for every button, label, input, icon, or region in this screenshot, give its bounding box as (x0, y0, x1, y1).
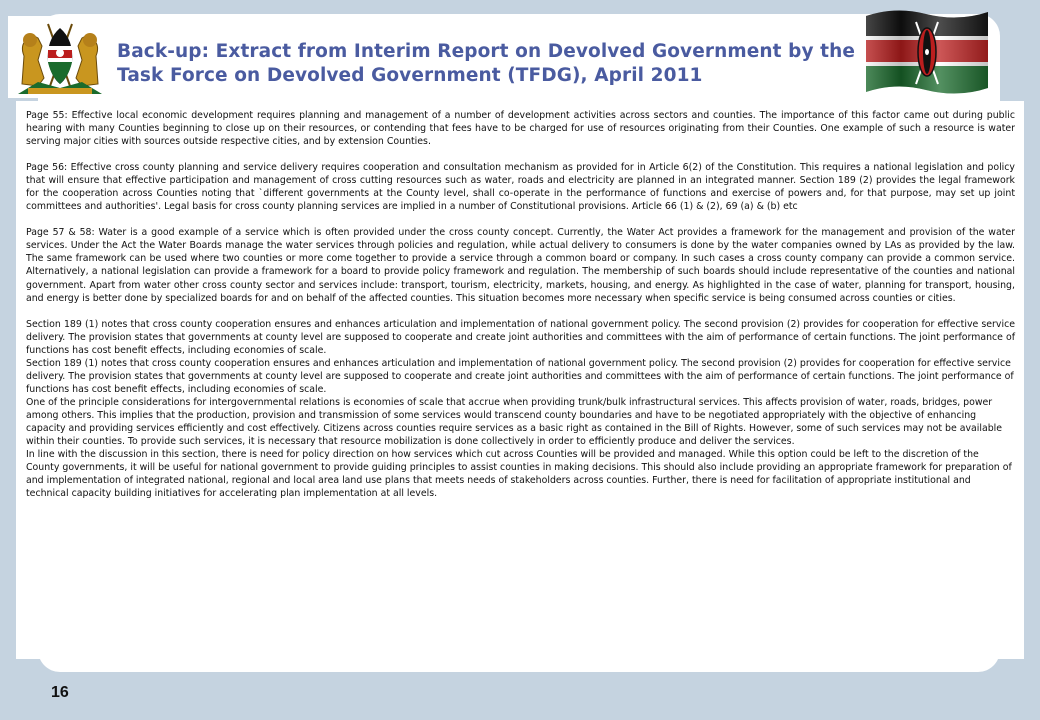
kenya-coat-of-arms-icon (8, 16, 112, 98)
page-title (117, 40, 857, 88)
slide-number: 16 (51, 684, 69, 701)
title-line-2: Task Force on Devolved Government (TFDG), April 2011 (117, 65, 703, 86)
paragraph-page-57-58: Page 57 & 58: Water is a good example of a service which is often provided under the cross county concept. Currently, the Water Act provides a framework for the management and provision of the water services. Under the Act the Water Boards manage the water services through policies and regulation, while actual delivery to consumers is done by the water companies owned by LAs as provided by the law. The same framework can be used where two counties or more come together to provide a service through a common board or company. In such cases a cross county company can provide a common service. Alternatively, a national legislation can provide a framework for a board to provide policy framework and regulation. The membership of such boards should include representative of the counties and national government. Apart from water other cross county sector and services include: transport, tourism, electricity, markets, housing, and energy. As highlighted in the case of water, planning for transport, housing, and energy is better done by specialized boards for and on behalf of the affected counties. This situation becomes more necessary when specific service is being consumed across counties or cities. (26, 227, 1015, 304)
report-extract-body (16, 101, 1024, 659)
paragraph-page-56: Page 56: Effective cross county planning and service delivery requires cooperation and consultation mechanism as provided for in Article 6(2) of the Constitution. This requires a national legislation and policy that will ensure that effective participation and management of cross cutting resources such as water, roads and electricity are planned in an integrated manner. Section 189 (2) provides the legal framework for the cooperation across Counties noting that `different governments at the County level, shall co-operate in the performance of functions and exercise of powers and, for that purpose, may set up joint committees and authorities'. Legal basis for cross county planning services are implied in a number of Constitutional provisions. Article 66 (1) & (2), 69 (a) & (b) etc (26, 162, 1015, 213)
paragraph-section-189-second: Section 189 (1) notes that cross county cooperation ensures and enhances articulation and implementation of national government policy. The second provision (2) provides for cooperation for effective service delivery. The provision states that governments at county level are supposed to cooperate and create joint authorities and committees with the aim of performance of certain functions. The joint performance of functions has cost benefit effects, including economies of scale. (26, 357, 1014, 395)
paragraph-page-55: Page 55: Effective local economic development requires planning and management of a number of development activities across sectors and counties. The importance of this factor came out during public hearing with many Counties beginning to close up on their resources, or contending that fees have to be charged for use of resources originating from their Counties. One example of such a resource is water serving major cities with sources outside respective cities, and by extension Counties. (26, 110, 1015, 148)
paragraph-policy-direction: In line with the discussion in this section, there is need for policy direction on how services which cut across Counties will be provided and managed. While this option could be left to the discretion of the County governments, it will be useful for national government to provide guiding principles to assist counties in making decisions. This should also include providing an appropriate framework for preparation of and implementation of integrated national, regional and local area land use plans that meets needs of stakeholders across counties. Further, there is need for facilitation of appropriate institutional and technical capacity building initiatives for accelerating plan implementation at all levels. (26, 449, 1012, 500)
title-line-1: Back-up: Extract from Interim Report on Devolved Government by the (117, 41, 856, 62)
paragraph-economies-of-scale: One of the principle considerations for intergovernmental relations is economies of scale that accrue when providing trunk/bulk infrastructural services. This affects provision of water, roads, bridges, power among others. This implies that the production, provision and transmission of some services would transcend county boundaries and have to be negotiated appropriately with the objective of enhancing capacity and providing services efficiently and cost effectively. Citizens across counties require services as a basic right as contained in the Bill of Rights. However, some of such services may not be available within their counties. To provide such services, it is necessary that resource mobilization is done collectively in order to efficiently produce and deliver the services. (26, 396, 1003, 448)
kenya-flag-icon (862, 6, 992, 98)
paragraph-section-189-first: Section 189 (1) notes that cross county cooperation ensures and enhances articulation and implementation of national government policy. The second provision (2) provides for cooperation for effective service delivery. The provision states that governments at county level are supposed to cooperate and create joint authorities and committees with the aim of performance of certain functions. The joint performance of functions has cost benefit effects, including economies of scale. (26, 318, 1015, 356)
